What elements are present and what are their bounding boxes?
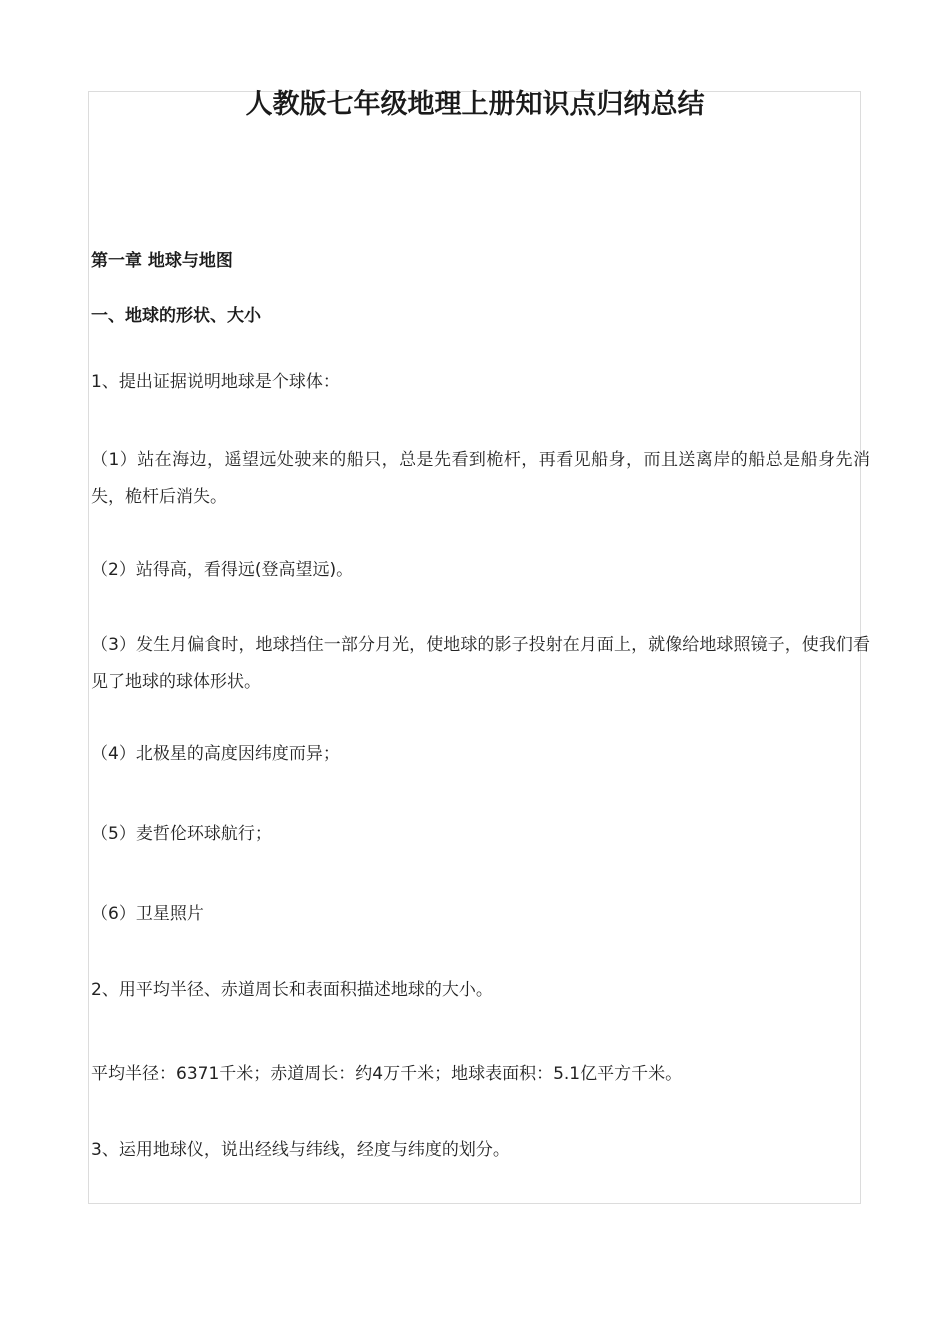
evidence-2-paragraph: （2）站得高，看得远(登高望远)。	[91, 560, 354, 580]
evidence-4-paragraph: （4）北极星的高度因纬度而异；	[91, 744, 340, 764]
evidence-5-paragraph: （5）麦哲伦环球航行；	[91, 824, 272, 844]
item-1-heading: 1、提出证据说明地球是个球体：	[91, 372, 340, 392]
item-2-heading: 2、用平均半径、赤道周长和表面积描述地球的大小。	[91, 980, 493, 1000]
item-3-heading: 3、运用地球仪，说出经线与纬线，经度与纬度的划分。	[91, 1140, 510, 1160]
chapter-heading: 第一章 地球与地图	[91, 251, 233, 271]
earth-size-values: 平均半径：6371千米；赤道周长：约4万千米；地球表面积：5.1亿平方千米。	[91, 1064, 683, 1084]
evidence-6-paragraph: （6）卫星照片	[91, 904, 204, 924]
document-title: 人教版七年级地理上册知识点归纳总结	[245, 89, 705, 120]
evidence-1-paragraph: （1）站在海边，遥望远处驶来的船只，总是先看到桅杆，再看见船身，而且送离岸的船总是船身先消失，桅杆后消失。	[91, 450, 870, 507]
section-heading: 一、地球的形状、大小	[91, 306, 261, 326]
evidence-3-paragraph: （3）发生月偏食时，地球挡住一部分月光，使地球的影子投射在月面上，就像给地球照镜子，使我们看见了地球的球体形状。	[91, 635, 870, 692]
